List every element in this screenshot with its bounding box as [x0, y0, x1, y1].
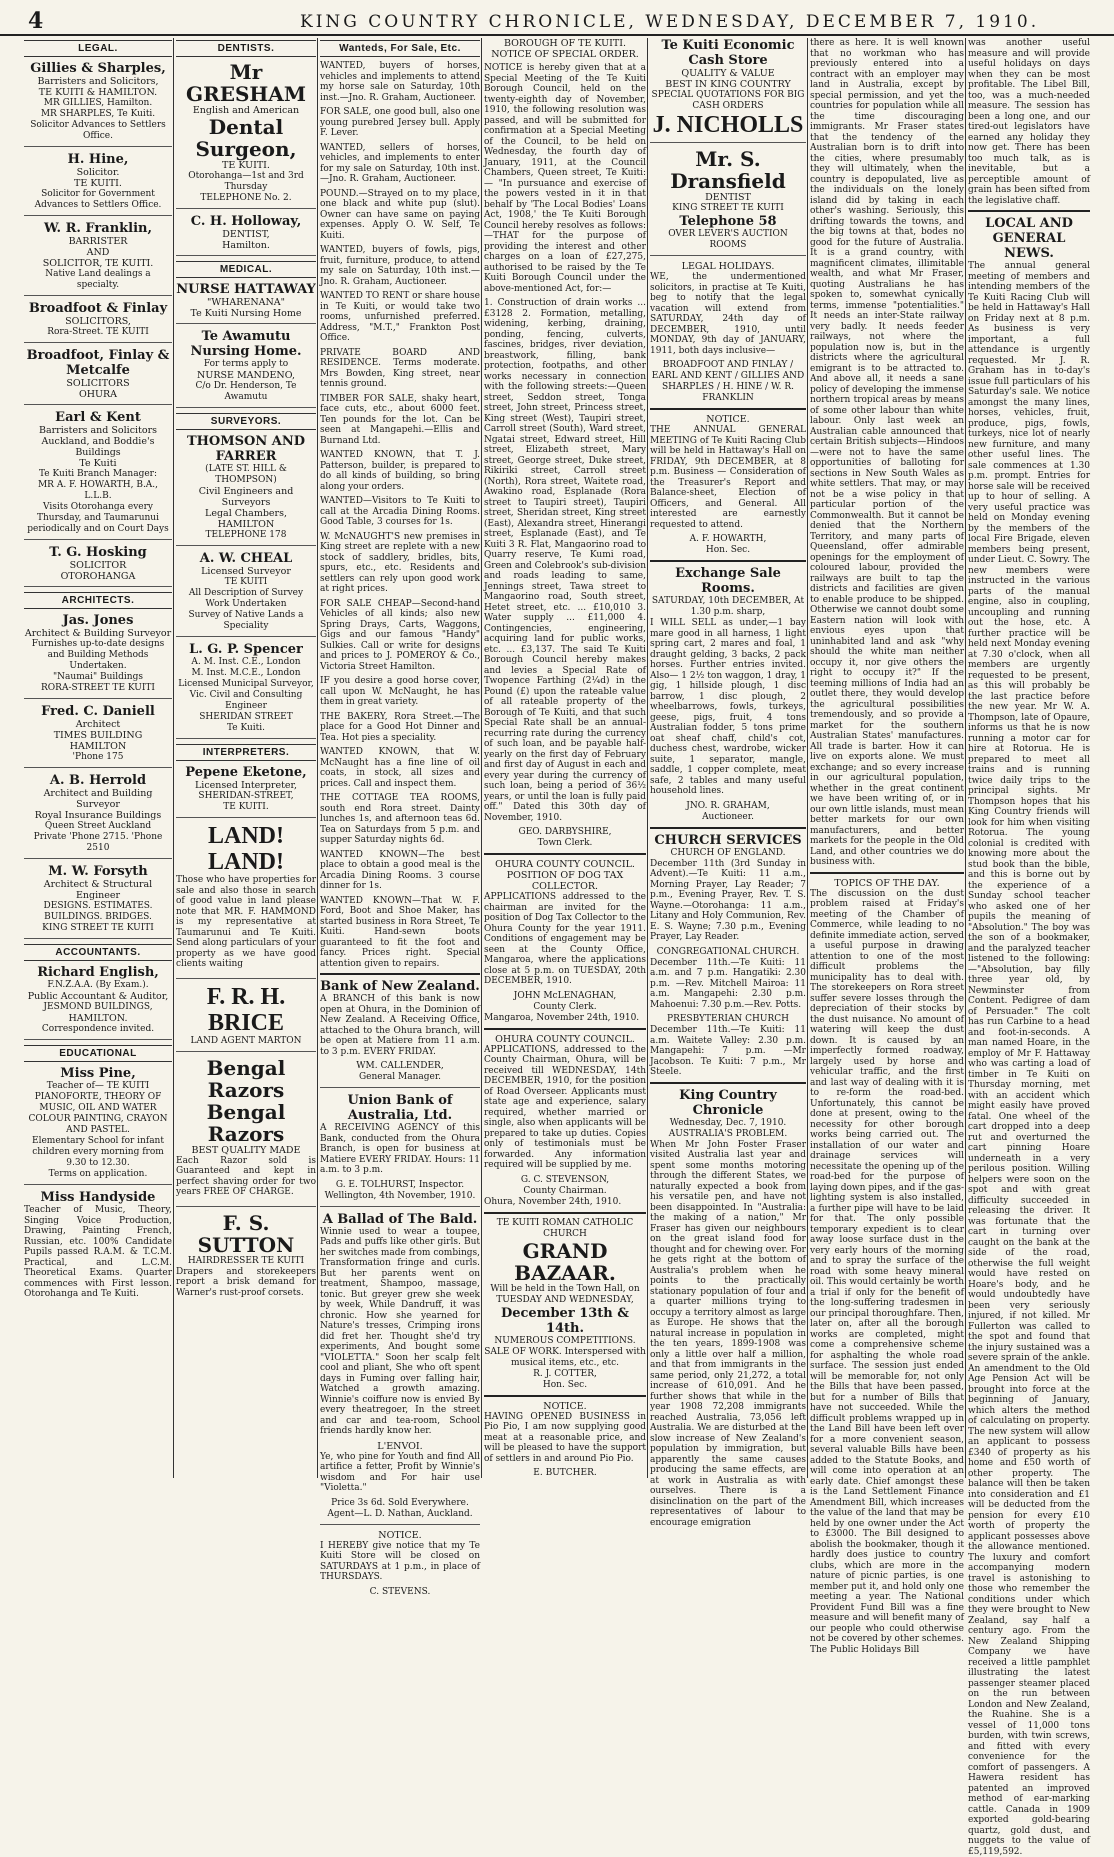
ad-line: SPECIAL QUOTATIONS FOR BIG CASH ORDERS — [651, 90, 805, 111]
ad-line: RORA-STREET TE KUITI — [41, 683, 155, 693]
article-text: The annual general meeting of members and intending members of the Te Kuiti Racing Club will be held in Hattaway's Hall on Friday next at 8 p.m. As business is very important, a full attendance is urgently requested. Mr J. R. Graham has in to-day's issue full particulars of his Saturday's sale. We notice amongst the many lines, horses, vehicles, fruit, produce, pigs, fowls, turkeys, nice lot of nearly new furniture, and many other useful lines. The sale commences at 1.30 p.m. prompt. Entries for horse sale will be received up to hour of selling. A very useful practice was held on Monday evening by the members of the local Fire Brigade, eleven members being present, under Lieut. C. Sowry. The new members were instructed in the various parts of the manual engine, also in coupling, uncoupling and running out the hose, etc. A further practice will be held next Monday evening at 7.30 o'clock, when all members are urgently requested to be present, as this will probably be the last practice before the new year. Mr W. A. Thompson, late of Opaure, informs us that he is now running a motor car for hire at Rotorua. He is prepared to meet all trains and is running twice daily trips to the principal sights. Mr Thompson hopes that his King Country friends will look for him when visiting Rotorua. The young colonial is credited with knowing more about the stud book than the bible, and this is borne out by the experience of a Sunday school teacher who asked one of her pupils the meaning of "Absolution." The boy was the son of a bookmaker, and the paralyzed teacher listened to the following:—"Absolution, bay filly three year old, by Newminster from Content. Pedigree of dam of Persuader." The colt has run Carbine to a head and foot-in-seconds. A man named Hoare, in the employ of Mr F. Hattaway who was carting a load of timber in Te Kuiti on Thursday morning, met with an accident which might easily have proved fatal. One wheel of the cart dropped into a deep rut and overturned the cart pinning Hoare underneath in a very perilous position. Willing helpers were soon on the spot and with great difficulty succeeded in releasing the driver. It was fortunate that the cart in turning over caught on the bank at the side of the road, otherwise the full weight would have rested on Hoare's body, and he would undoubtedly have been very seriously injured, if not killed. Mr Fullerton was called to the spot and found that the injury sustained was a severe sprain of the ankle. An amendment to the Old Age Pension Act will be brought into force at the beginning of January, which alters the method of calculating on property. The new system will allow an applicant to possess £340 of property as his home and £50 worth of other property. The balance will then be taken into consideration and £1 will be deducted from the pension for every £10 worth of property the applicant possesses above the allowance mentioned. The luxury and comfort accompanying modern travel is astonishing to those who remember the conditions under which they were brought to New Zealand, say half a century ago. From the New Zealand Shipping Company we have received a little pamphlet illustrating the latest passenger steamer placed on the run between London and New Zealand, the Ruahine. She is a vessel of 11,000 tons burden, with twin screws, and fitted with every convenience for the comfort of passengers. A Hawera resident has patented an improved method of ear-marking cattle. Canada in 1909 exported gold-bearing quartz, gold dust, and nuggets to the value of £5,119,592. — [968, 261, 1090, 1857]
ad-line: Barristers and Solicitors, — [37, 76, 159, 87]
ad-name: Mr. S. Dransfield — [670, 147, 786, 193]
ad-line: MR GILLIES, Hamilton. — [43, 98, 153, 108]
column-6 — [810, 38, 964, 1655]
ad-line: Te Kuiti. — [226, 723, 266, 733]
notice-signature: E. BUTCHER. — [533, 1468, 597, 1478]
bazaar-heading: GRAND BAZAAR. — [514, 1238, 616, 1285]
surveyors-heading: SURVEYORS. — [176, 413, 316, 430]
divider — [320, 973, 480, 975]
column-rule — [807, 38, 808, 1478]
ad-text: Drapers and storekeepers report a brisk demand for Warner's rust-proof corsets. — [176, 1266, 316, 1298]
classified-ad: WANTED, sellers of horses, vehicles, and implements to enter for my sale on Saturday, 10th inst.—Jno. R. Graham, Auctioneer. — [320, 142, 480, 184]
holidays-heading: LEGAL HOLIDAYS. — [681, 261, 775, 272]
dog-tax-signature-title: County Clerk. — [533, 1001, 597, 1012]
ad-line: SOLICITOR — [69, 560, 127, 571]
ohura-heading: OHURA COUNTY COUNCIL. — [495, 859, 635, 870]
ad-name: Bengal Razors — [206, 1099, 286, 1146]
ad-cheal — [176, 551, 316, 637]
classified-ad: WANTED, buyers of fowls, pigs, fruit, furniture, produce, to attend my sale on Saturday, 10th inst.—Jno. R. Graham, Auctioneer. — [320, 245, 480, 287]
chronicle-date: Wednesday, Dec. 7, 1910. — [669, 1117, 787, 1128]
ad-text: Ye, who pine for Youth and find All artifice a fetter, Profit by Winnie's wisdom and For hair use "Violetta." — [320, 1451, 480, 1493]
ad-line: DENTIST — [705, 192, 751, 203]
ad-line: Architect & Building Surveyor — [24, 628, 172, 639]
ad-name: Mr GRESHAM — [186, 60, 306, 106]
classified-ad: IF you desire a good horse cover, call upon W. McNaught, he has them in great variety. — [320, 676, 480, 707]
ad-line: SOLICITOR, TE KUITI. — [42, 258, 154, 269]
bazaar-dates: December 13th & 14th. — [500, 1305, 630, 1336]
divider — [650, 408, 806, 410]
ad-name: Pepene Eketone, — [185, 765, 307, 780]
article-text: was another useful measure and will provide useful holidays on days when they can be most profitable. The Libel Bill, too, was a much-needed measure. The session has been a long one, and our tired-out legislators have earned any holiday they now get. There has been too much talk, as is inevitable, but a perceptible amount of grain has been sifted from the legislative chaff. — [968, 38, 1090, 206]
ad-line: Architect and Building Surveyor — [43, 788, 153, 810]
ad-line: G. E. TOLHURST, Inspector. — [335, 1179, 465, 1190]
ad-line: Te Kuiti — [79, 458, 117, 469]
news-heading: LOCAL AND GENERAL NEWS. — [985, 216, 1073, 261]
ad-line: English and American — [192, 105, 300, 116]
ad-line: Licensed Surveyor — [201, 566, 291, 577]
ad-line: Legal Chambers, HAMILTON — [205, 508, 287, 530]
ad-line: TIMES BUILDING — [53, 730, 143, 741]
page-number: 4 — [28, 8, 44, 34]
ad-franklin — [24, 221, 172, 296]
ad-line: For terms apply to — [203, 359, 289, 369]
notice-text: THE ANNUAL GENERAL MEETING of Te Kuiti Racing Club will be held in Hattaway's Hall on FRIDAY, 9th DECEMBER, at 8 p.m. Business — Consideration of the Treasurer's Report and Balance-sheet, Election of Officers, and General. All interested are earnestly requested to attend. — [650, 425, 806, 530]
ad-text: I HEREBY give notice that my Te Kuiti Store will be closed on SATURDAYS at 1 p.m., in place of THURSDAYS. — [320, 1540, 480, 1582]
ad-pine — [24, 1066, 172, 1185]
exchange-signature: JNO. R. GRAHAM, — [686, 800, 770, 811]
notice-signature: A. F. HOWARTH, — [689, 534, 767, 544]
ad-line: DESIGNS. ESTIMATES. — [43, 901, 153, 911]
classified-ad: PRIVATE BOARD AND RESIDENCE. Terms moderate. Mrs Bowden, King street, near tennis ground. — [320, 347, 480, 389]
church-england-text: December 11th (3rd Sunday in Advent).—Te Kuiti: 11 a.m., Morning Prayer, Lay Reader; 7 p.m., Evening Prayer, Rev. T. S. Wayne.—Otorohanga: 11 a.m., Litany and Holy Communion, Rev. E. S. Wayne; 7.30 p.m., Evening Prayer, Lay Reader. — [650, 858, 806, 942]
ad-line: BEST IN KING COUNTRY — [665, 79, 791, 90]
ad-thomson-farrer — [176, 434, 316, 546]
ad-line: "WHARENANA" — [206, 297, 286, 308]
classified-ad: WANTED, buyers of horses, vehicles and implements to attend my horse sale on Saturday, 10th inst.—Jno. R. Graham, Auctioneer. — [320, 61, 480, 103]
ad-hosking — [24, 545, 172, 587]
ad-line: Queen Street Auckland — [44, 821, 152, 831]
ad-line: KING STREET TE KUITI — [672, 203, 784, 213]
ad-line: Correspondence invited. — [41, 1024, 155, 1034]
ad-line: Hamilton. — [222, 240, 270, 251]
newspaper-title: KING COUNTRY CHRONICLE, WEDNESDAY, DECEMBER 7, 1910. — [300, 12, 1040, 32]
overseer-signature: G. C. STEVENSON, — [520, 1174, 610, 1185]
ad-english — [24, 965, 172, 1040]
ad-line: C. STEVENS. — [369, 1586, 431, 1597]
bazaar-signature-title: Hon. Sec. — [542, 1379, 588, 1390]
ad-forsyth — [24, 864, 172, 939]
ad-line: General Manager. — [358, 1072, 442, 1082]
divider — [968, 210, 1090, 212]
ad-stevens-notice — [320, 1530, 480, 1602]
ad-holloway — [176, 214, 316, 256]
ad-line: L'ENVOI. — [377, 1440, 423, 1452]
wanteds-heading: Wanteds, For Sale, Etc. — [320, 40, 480, 57]
divider — [650, 1082, 806, 1084]
ad-spencer — [176, 642, 316, 739]
ad-line: Furnishes up-to-date designs and Building Methods — [31, 639, 165, 660]
ad-name: J. NICHOLLS — [652, 112, 804, 138]
ad-name: Te Kuiti Economic Cash Store — [661, 38, 795, 68]
church-congregational: CONGREGATIONAL CHURCH. — [656, 946, 800, 957]
ad-broadfoot-metcalfe — [24, 348, 172, 405]
ad-line: MR SHARPLES, Te Kuiti. — [40, 109, 156, 119]
ad-line: "Naumai" Buildings — [53, 672, 143, 682]
classified-ad: WANTED KNOWN—The best place to obtain a good meal is the Arcadia Dining Rooms. 3 course dinner for 1s. — [320, 849, 480, 891]
ad-line: TELEPHONE No. 2. — [200, 193, 292, 203]
ad-name: L. G. P. Spencer — [189, 642, 303, 657]
church-presbyterian-text: December 11th.—Te Kuiti: 11 a.m. Waitete Valley: 2.30 p.m. Mangapehi: 7 p.m. —Mr Jacobson. Te Kuiti: 7 p.m., Mr Steele. — [650, 1025, 806, 1077]
exchange-date: SATURDAY, 10th DECEMBER, At 1.30 p.m. sharp, — [651, 596, 805, 617]
dog-tax-date: Mangaroa, November 24th, 1910. — [484, 1012, 640, 1023]
divider — [650, 560, 806, 562]
special-order-signature-title: Town Clerk. — [537, 838, 593, 848]
church-heading: CHURCH SERVICES — [654, 832, 802, 848]
article-text: there as here. It is well known that no workman who has previously entered into a contract with an employer may land in Australia, except by special permission, and yet the countries for population while all the time discouraging immigrants. Mr Fraser states that the tendency of the Australian born is to drift into the cities, where presumably they will ultimately, when the country is depopulated, live as the individuals on the lonely island did by taking in each other's washing. Seriously, this drifting towards the towns, and the big towns at that, bodes no good for the future of Australia. It is a grand country, with magnificent climates, illimitable wealth, and what Mr Fraser, quoting Australians he has spoken to, somewhat cynically terms, immense "potentialities." It needs an inter-State railway very badly. It needs feeder railways, not where the population now is, but in the districts where the agricultural emigrant is to be attracted to. And above all, it needs a sane policy of developing the immense northern tropical areas by means of some other labour than white labour. Only last week an Australian cable announced that certain British subjects—Hindoos—were not to have the same opportunities of balloting for sections in New South Wales as white settlers. That may, or may not be a wise policy in that particular portion of the Commonwealth. But it cannot be denied that the Northern Territory, and many parts of Queensland, offer admirable openings for the employment of coloured labour, provided the railways are built to tap the districts and facilities are given to enable produce to be shipped. Otherwise we cannot doubt some Eastern nation will look with envious eyes upon that uninhabited land and ask "why should the white man neither occupy it, nor give others the right to occupy it?" If the teeming millions of India had an outlet there, they would develop the agricultural possibilities tremendously, and so provide a market for the southern Australian States' manufactures. All trade is barter. How it can live on exports alone. We must exchange; and so every increase in our agricultural population, whether in the great continent we have been writing of, or in our own little islands, must mean better markets for our own manufacturers, and better markets for the people in the Old Land, and other countries we do business with. — [810, 38, 964, 867]
exchange-signature-title: Auctioneer. — [702, 811, 754, 822]
ad-line: Licensed Interpreter, — [194, 780, 298, 791]
column-1 — [24, 38, 172, 1478]
divider — [810, 872, 964, 874]
ad-name: F. R. H. BRICE — [206, 983, 286, 1036]
ad-broadfoot — [24, 301, 172, 343]
bazaar-text: Will be held in the Town Hall, on TUESDAY AND WEDNESDAY, — [490, 1283, 640, 1305]
ad-name: NURSE HATTAWAY — [176, 282, 316, 297]
church-congregational-text: December 11th.—Te Kuiti: 11 a.m. and 7 p.m. Hangatiki: 2.30 p.m. —Rev. Mitchell Mairoa: 11 a.m. Mangapehi: 2.30 p.m. Mahoenui: 7.30 p.m.—Rev. Potts. — [650, 957, 806, 1010]
ad-line: Rora-Street. TE KUITI — [47, 327, 149, 337]
ad-line: Telephone 58 — [679, 214, 777, 229]
divider — [650, 827, 806, 829]
ad-name: Earl & Kent — [55, 410, 141, 425]
ad-name: Richard English, — [37, 965, 159, 980]
classified-ad: WANTED—Visitors to Te Kuiti to call at the Arcadia Dining Rooms. Good Table, 3 courses for 1s. — [320, 496, 480, 527]
column-7 — [968, 38, 1090, 1857]
divider — [484, 853, 646, 855]
ad-line: BEST QUALITY MADE — [191, 1144, 301, 1156]
ad-line: HAIRDRESSER TE KUITI — [187, 1255, 305, 1266]
ad-line: DENTIST, — [222, 229, 270, 240]
ad-line: All Description of Survey Work Undertaken — [188, 588, 304, 609]
ad-line: TE KUITI. — [222, 160, 270, 171]
classified-ad: WANTED KNOWN—That W. F. Ford, Boot and Shoe Maker, has started business in Rora Street, Te Kuiti. Hand-sewn boots guaranteed to fit the foot and fancy. Prices right. Special attention given to repairs. — [320, 895, 480, 969]
ad-name: Fred. C. Daniell — [41, 704, 155, 719]
legal-heading: LEGAL. — [24, 40, 172, 57]
overseer-signature-title: County Chairman. — [523, 1185, 607, 1196]
ad-line: Public Accountant & Auditor, — [27, 991, 169, 1002]
exchange-heading: Exchange Sale Rooms. — [675, 566, 781, 596]
ad-line: AND — [86, 247, 110, 258]
chronicle-heading: King Country Chronicle — [679, 1087, 777, 1118]
borough-heading: BOROUGH OF TE KUITI. — [503, 38, 627, 49]
ad-line: OVER LEVER'S AUCTION ROOMS — [668, 229, 788, 250]
ad-awamutu — [176, 329, 316, 408]
notice-signature-title: Hon. Sec. — [705, 545, 751, 555]
ad-line: Native Land dealings a specialty. — [45, 269, 151, 290]
ad-line: 'Phone 175 — [72, 752, 124, 762]
ad-line: Price 3s 6d. Sold Everywhere. Agent—L. D. Nathan, Auckland. — [327, 1497, 473, 1519]
ad-economic-store — [650, 38, 806, 143]
bazaar-text: NUMEROUS COMPETITIONS. SALE OF WORK. Interspersed with musical items, etc., etc. — [484, 1335, 646, 1368]
ad-line: (LATE ST. HILL & THOMPSON) — [205, 464, 287, 485]
column-5 — [650, 38, 806, 1528]
ad-line: JESMOND BUILDINGS, — [43, 1002, 153, 1012]
ad-line: Te Kuiti Nursing Home — [190, 308, 302, 319]
special-order-signature: GEO. DARBYSHIRE, — [518, 827, 612, 837]
ad-dransfield — [650, 148, 806, 256]
classified-ad: THE BAKERY, Rora Street.—The place for a Good Hot Dinner and Tea. Hot pies a speciality. — [320, 711, 480, 743]
classified-ad: THE COTTAGE TEA ROOMS, south end Rora street. Dainty lunches 1s, and afternoon teas 6d. Tea on Saturdays from 5 p.m. and supper Saturday nights 6d. — [320, 793, 480, 845]
notice-heading: NOTICE. — [706, 414, 750, 425]
ad-name: F. S. SUTTON — [197, 1210, 295, 1257]
ad-jones — [24, 613, 172, 699]
ad-line: TE KUITI & HAMILTON. — [38, 87, 158, 98]
interpreters-heading: INTERPRETERS. — [176, 744, 316, 761]
notice-text: HAVING OPENED BUSINESS in Pio Pio, I am now supplying good meat at a reasonable price, and will be pleased to have the support of settlers in and around Pio Pio. — [484, 1411, 646, 1464]
ad-name: A. B. Herrold — [49, 773, 147, 788]
dog-tax-signature: JOHN McLENAGHAN, — [513, 990, 617, 1001]
ad-line: NURSE MANDENO, — [197, 370, 295, 381]
ad-text: A RECEIVING AGENCY of this Bank, conducted from the Ohura Branch, is open for business at Matiere EVERY FRIDAY. Hours: 11 a.m. to 3 p.m. — [320, 1123, 480, 1175]
dog-tax-text: APPLICATIONS addressed to the chairman are invited for the position of Dog Tax Collector to the Ohura County for the year 1911. Conditions of engagement may be seen at the County Office, Mangaroa, where the applications close at 5 p.m. on TUESDAY, 20th DECEMBER, 1910. — [484, 892, 646, 986]
classified-ad: TIMBER FOR SALE, shaky heart, face cuts, etc., about 6000 feet. Ten pounds for the lot. Can be seen at Mangapehi.—Ellis and Burnand Ltd. — [320, 393, 480, 446]
ad-name: Bengal Razors — [206, 1055, 286, 1102]
educational-heading: EDUCATIONAL — [24, 1045, 172, 1062]
divider — [484, 1395, 646, 1397]
classified-ad: WANTED TO RENT or share house in Te Kuiti, or would take two rooms, unfurnished preferred. Address, "M.T.," Frankton Post Office. — [320, 291, 480, 343]
divider — [484, 1212, 646, 1214]
dog-tax-heading: POSITION OF DOG TAX COLLECTOR. — [506, 870, 624, 892]
ad-line: A. M. Inst. C.E., London — [191, 657, 301, 667]
ad-name: Broadfoot, Finlay & Metcalfe — [26, 348, 170, 378]
ad-line: BARRISTER — [68, 236, 128, 247]
ad-line: Solicitor. — [76, 167, 120, 178]
article-heading: AUSTRALIA'S PROBLEM. — [668, 1128, 788, 1139]
ad-line: Te Kuiti Branch Manager: — [39, 469, 157, 479]
ad-line: Dental Surgeon, — [195, 115, 297, 161]
ad-line: Licensed Municipal Surveyor, Vic. Civil and Consulting Engineer — [178, 679, 314, 711]
ad-name: A Ballad of The Bald. — [322, 1211, 478, 1227]
ad-text: A BRANCH of this bank is now open at Ohura, in the Dominion of New Zealand. A Receiving Office, attached to the Ohura branch, will be open at Matiere from 11 a.m. to 3 p.m. EVERY FRIDAY. — [320, 994, 480, 1057]
ad-line: KING STREET TE KUITI — [42, 923, 154, 933]
ad-line: Elementary School for infant children every morning from 9.30 to 12.30. — [32, 1136, 164, 1168]
column-rule — [647, 38, 648, 1478]
ad-line: F.N.Z.A.A. (By Exam.). — [47, 980, 149, 990]
column-rule — [965, 38, 966, 1478]
ad-line: M. Inst. M.C.E., London — [191, 668, 301, 678]
classified-ad: FOR SALE, one good bull, also one young purebred Jersey bull. Apply F. Lever. — [320, 107, 480, 138]
ad-name: Te Awamutu Nursing Home. — [190, 329, 302, 359]
column-rule — [317, 38, 318, 1478]
ad-line: Civil Engineers and Surveyors — [198, 486, 294, 508]
ad-union-bank — [320, 1093, 480, 1207]
ad-line: Royal Insurance Buildings — [34, 810, 162, 821]
ad-name: T. G. Hosking — [49, 545, 147, 560]
ad-line: Barristers and Solicitors — [38, 425, 158, 436]
ad-name: H. Hine, — [67, 152, 129, 167]
ad-line: TELEPHONE 178 — [205, 530, 287, 540]
classified-ad: WANTED KNOWN, that T. J. Patterson, builder, is prepared to do all kinds of building, so bring along your orders. — [320, 450, 480, 492]
ad-line: Wellington, 4th November, 1910. — [324, 1190, 476, 1201]
ad-line: WM. CALLENDER, — [356, 1061, 444, 1071]
ad-ballad — [320, 1212, 480, 1525]
ad-line: MR A. F. HOWARTH, B.A., L.L.B. — [37, 480, 159, 501]
ad-name: W. R. Franklin, — [43, 221, 153, 236]
classified-ad: POUND.—Strayed on to my place, one black and white pup (slut). Owner can have same on paying expenses. Apply O. W. Self, Te Kuiti. — [320, 188, 480, 241]
ad-text: Winnie used to wear a toupee, Pads and puffs like other girls. But her switches made from combings, Transformation fringe and curls. But her parents went on treatment, Shampoo, massage, tonic. But greyer grew she week by week, While Dandruff, it was chronic. How she yearned for Nature's tresses, Crimping irons did fret her. Thought she'd try experiments, And bought some "VIOLETTA." Soon her scalp felt cool and pliant, She who oft spent days in Fuming over falling hair, Watched a growth amazing. Winnie's coiffure now is envied By every theatregoer, In the street and car and tea-room, School friends hardly know her. — [320, 1226, 480, 1436]
ad-line: Solicitor for Government Advances to Settlers Office. — [34, 189, 162, 210]
ad-name: Jas. Jones — [62, 613, 134, 628]
ad-line: QUALITY & VALUE — [681, 68, 775, 79]
ad-line: Teacher of— TE KUITI — [46, 1081, 150, 1091]
ad-gillies — [24, 61, 172, 147]
topics-heading: TOPICS OF THE DAY. — [834, 877, 940, 889]
ad-text: Those who have properties for sale and also those in search of good value in land please note that MR. F. HAMMOND is my representative at Taumarunui and Te Kuiti. Send along particulars of your property as we have good clients waiting — [176, 875, 316, 969]
ad-line: TE KUITI — [224, 577, 268, 587]
church-presbyterian: PRESBYTERIAN CHURCH — [667, 1014, 789, 1024]
ad-line: SHERIDAN-STREET, — [198, 791, 294, 801]
ad-name: Bank of New Zealand. — [320, 979, 480, 994]
ad-herrold — [24, 773, 172, 859]
classified-ad: FOR SALE CHEAP—Second-hand Vehicles of all kinds; also new Spring Drays, Carts, Waggons, Gigs and our famous "Handy" Sulkies. Call or write for designs and prices to J. POMEROY & Co., Victoria Street Hamilton. — [320, 598, 480, 672]
ad-name: A. W. CHEAL — [199, 551, 293, 566]
column-3 — [320, 38, 480, 1597]
special-order-items: 1. Construction of drain works ... £3128 2. Formation, metalling, widening, kerbing, draining, ponding, fencing, culverts, fascines, bridges, river deviation, breastwork, filling, bank protection, footpaths, and other works necessary in connection with the following streets:—Queen street, Seddon street, Tonga street, John street, Princess street, King street (West), Taupiri street, Carroll street (South), Ward street, Ngatai street, Edward street, Hill street, Elizabeth street, Mary street, George street, Duke street, Rikiriki street, Carroll street (North), Rora street, Waitete road, Awakino road, Esplanade (Rora street to Taupiri street), Taupiri street, Sheridan street, King street (East), Alexandra street, Hinerangi street, Esplanade (East), and Te Kuiti 3 R. Flat, Mangaorino road to Quarry reserve, Te Kumi road, Green and Colebrook's sub-division and roads leading to same, Jennings street, Tawa street to Mangaorino road, South street, Hetet street, etc. ... £10,010 3. Water supply ... £11,000 4. Contingencies, engineering, acquiring land for public works, etc. ... £3,137. The said Te Kuiti Borough Council hereby makes and levies a Special Rate of Twopence Farthing (2¼d) in the Pound (£) upon the rateable value of all rateable property of the Borough of Te Kuiti, and that such Special Rate shall be an annual-recurring rate during the currency of such loan, and be payable half-yearly on the first day of February and first day of August in each and every year during the currency of such loan, being a period of 36½ years, or until the loan is fully paid off." Dated this 30th day of November, 1910. — [484, 298, 646, 823]
ad-razors — [176, 1057, 316, 1207]
ad-sutton — [176, 1212, 316, 1307]
ad-bnz — [320, 979, 480, 1088]
divider — [484, 1028, 646, 1030]
ad-name: C. H. Holloway, — [190, 214, 302, 229]
ad-line: Solicitor Advances to Settlers Office. — [30, 120, 166, 141]
exchange-text: I WILL SELL as under,—1 bay mare good in all harness, 1 light spring cart, 2 mares and foal, 1 draught gelding, 3 backs, 2 pack horses. Further entries invited. Also— 1 2½ ton waggon, 1 dray, 1 gig, 1 hillside plough, 1 disc barrow, 1 disc plough, 2 wheelbarrows, fowls, turkeys, geese, pigs, fruit, 4 tons Australian fodder, 5 tons prime oat sheaf chaff, child's cot, duchess chest, wardrobe, wicker suite, 1 separator, mangle, saddle, 1 copper complete, meat safe, 2 tables and many useful household lines. — [650, 618, 806, 796]
column-4 — [484, 38, 646, 1478]
holidays-names: BROADFOOT AND FINLAY / EARL AND KENT / GILLIES AND SHARPLES / H. HINE / W. R. FRANKLIN — [651, 360, 805, 403]
ad-name: Miss Pine, — [60, 1066, 136, 1081]
ad-line: C/o Dr. Henderson, Te Awamutu — [195, 381, 297, 402]
ad-line: HAMILTON — [69, 741, 127, 752]
ad-line: OTOROHANGA — [60, 571, 136, 582]
ad-text: Each Razor sold is Guaranteed and kept in perfect shaving order for two years FREE OF CHARGE. — [176, 1155, 316, 1197]
ad-line: OHURA — [78, 389, 118, 400]
ad-gresham — [176, 61, 316, 209]
column-2 — [176, 38, 316, 1478]
bazaar-signature: R. J. COTTER, — [533, 1368, 597, 1379]
article-text: When Mr John Foster Fraser visited Australia last year and spent some months motoring through the different States, we naturally expected a book from his versatile pen, and have not been disappointed. In "Australia: the making of a nation," Mr Fraser has given our neighbours on the great island food for thought and for chewing over. For he gets right at the bottom of Australia's problem when he points to the practically stationary population of four and a quarter millions trying to occupy a territory almost as large as Europe. He shows that the natural increase in population in the ten years, 1899-1908 was only a little over half a million, and that from immigrants in the same period, only 21,272, a total increase of 610,091. And he further shows that while in the year 1908 72,208 immigrants reached Australia, 73,056 left Australia. We are disturbed at the slow increase of New Zealand's population by immigration, but apparently the same causes producing the same effects, are at work in Australia as with ourselves. There is a disinclination on the part of the representatives of labour to encourage emigration — [650, 1139, 806, 1528]
holidays-text: WE, the undermentioned solicitors, in practise at Te Kuiti, beg to notify that the legal vacation will extend from SATURDAY, 24th day of DECEMBER, 1910, until MONDAY, 9th day of JANUARY, 1911, both days inclusive— — [650, 272, 806, 356]
ad-line: Otorohanga—1st and 3rd Thursday — [188, 171, 304, 192]
ad-daniell — [24, 704, 172, 768]
ad-text: Teacher of Music, Theory, Singing Voice Production, Drawing, Painting French, Russian, etc. 100% Candidate Pupils passed R.A.M. & T.C.M. Practical, and L.C.M. Theoretical Exams. Quarter commences with First lesson. Otorohanga and Te Kuiti. — [24, 1205, 172, 1299]
dentists-heading: DENTISTS. — [176, 40, 316, 57]
ad-line: SHERIDAN STREET — [199, 712, 293, 722]
ad-line: HAMILTON. — [68, 1013, 128, 1024]
ad-earl-kent — [24, 410, 172, 540]
ad-name: Miss Handyside — [40, 1190, 156, 1205]
ad-brice — [176, 984, 316, 1052]
ad-line: LAND AGENT MARTON — [190, 1035, 302, 1046]
ad-line: SOLICITORS — [66, 378, 130, 389]
ad-name: NOTICE. — [378, 1529, 422, 1541]
ad-name: LAND! LAND! — [208, 823, 284, 875]
ad-line: Auckland, and Boddie's Buildings — [41, 436, 155, 458]
accountants-heading: ACCOUNTANTS. — [24, 944, 172, 961]
classified-ad: WANTED KNOWN, that W. McNaught has a fine line of oil coats, in stock, all sizes and prices. Call and inspect them. — [320, 747, 480, 789]
column-rule — [481, 38, 482, 1478]
ad-line: SOLICITORS, — [65, 316, 131, 327]
ad-line: PIANOFORTE, THEORY OF MUSIC, OIL AND WATER COLOUR PAINTING, CRAYON AND PASTEL. — [28, 1092, 168, 1135]
ad-line: Undertaken. — [69, 661, 127, 671]
ad-name: Broadfoot & Finlay — [28, 301, 168, 316]
ad-land — [176, 823, 316, 979]
ohura-heading: OHURA COUNTY COUNCIL. — [495, 1033, 635, 1045]
masthead — [0, 6, 1114, 36]
ad-line: Private 'Phone 2715. 'Phone 2510 — [33, 832, 163, 853]
bazaar-pre: TE KUITI ROMAN CATHOLIC CHURCH — [496, 1217, 634, 1239]
ad-line: BUILDINGS. BRIDGES. — [44, 912, 152, 922]
ad-line: Survey of Native Lands a Speciality — [188, 610, 304, 631]
architects-heading: ARCHITECTS. — [24, 592, 172, 609]
ad-line: Visits Otorohanga every Thursday, and Taumarunui periodically and on Court Days — [27, 502, 169, 534]
ad-name: THOMSON AND FARRER — [186, 434, 306, 464]
ad-name: Gillies & Sharples, — [30, 61, 166, 76]
medical-heading: MEDICAL. — [176, 261, 316, 278]
classified-ad: W. McNAUGHT'S new premises in King street are replete with a new stock of saddlery, bridles, bits, spurs, etc., etc. Residents and settlers can rely upon good work at right prices. — [320, 531, 480, 594]
ad-line: TE KUITI. — [74, 178, 122, 189]
special-order-heading: NOTICE OF SPECIAL ORDER. — [491, 49, 639, 60]
overseer-text: APPLICATIONS, addressed to the County Chairman, Ohura, will be received till WEDNESDAY, 14th DECEMBER, 1910, for the position of Road Overseer. Applicants must state age and experience, salary required, whether married or single, also when applicants will be prepared to take up duties. Copies only of testimonials must be forwarded. Any information required will be supplied by me. — [484, 1044, 646, 1170]
ad-hattaway — [176, 282, 316, 324]
church-england: CHURCH OF ENGLAND. — [670, 847, 786, 858]
ad-line: TE KUITI. — [223, 802, 269, 812]
notice-heading: NOTICE. — [543, 1400, 587, 1412]
ad-handyside — [24, 1190, 172, 1308]
ad-eketone — [176, 765, 316, 818]
ad-line: Architect & Structural Engineer — [43, 879, 153, 901]
ad-hine — [24, 152, 172, 216]
special-order-text: NOTICE is hereby given that at a Special Meeting of the Te Kuiti Borough Council, held on the twenty-eighth day of November, 1910, the following resolution was passed, and will be submitted for confirmation at a Special Meeting of the Council, to be held on Wednesday, the fourth day of January, 1911, at the Council Chambers, Queen street, Te Kuiti:— "In pursuance and exercise of the powers vested in it in that behalf by 'The Local Bodies' Loans Act, 1908,' the Te Kuiti Borough Council hereby resolves as follows:—THAT for the purpose of providing the interest and other charges on a loan of £27,275, authorised to be raised by the Te Kuiti Borough Council under the above-mentioned Act, for:— — [484, 63, 646, 294]
column-rule — [173, 38, 174, 1478]
article-text: The discussion on the dust problem raised at Friday's meeting of the Chamber of Commerce, while leading to no definite immediate action, served a useful purpose in drawing attention to one of the most difficult problems the municipality has to deal with. The storekeepers on Rora street suffer severe losses through the depreciation of their stocks by the dust nuisance. No amount of watering will keep the dust down. It is caused by an imperfectly formed roadway, largely used by horse and vehicular traffic, and the first and last way of dealing with it is to re-form the road-bed. Unfortunately, this cannot be done at present, owing to the necessity for other borough works being carried out. The installation of our water and drainage services will necessitate the opening up of the road-bed for the purpose of laying down pipes, and if the gas-lighting system is also installed, a further pipe will have to be laid for that. The only possible temporary expedient is to clear away loose surface dust in the very early hours of the morning and to spray the surface of the road with some heavy mineral oil. This would certainly be worth a trial if only for the benefit of the long-suffering tradesmen in our principal thoroughfare. Then, later on, after all the borough works are completed, might come a comprehensive scheme for asphalting the whole road surface. The session just ended will be memorable for, not only the Bills that have been passed, but for a number of Bills that have not succeeded. While the difficult problems wrapped up in the Land Bill have been left over for a more convenient season, several valuable Bills have been added to the Statute Books, and will come into operation at an early date. Chief amongst these is the Land Settlement Finance Amendment Bill, which increases the value of the land that may be held by one owner under the Act to £3000. The Bill designed to abolish the bookmaker, though it hardly does justice to country clubs, which are more in the nature of picnic parties, is one member put it, and hold only one meeting a year. The National Provident Fund Bill was a fine measure and will benefit many of our people who could otherwise not be covered by other schemes. The Public Holidays Bill — [810, 888, 964, 1655]
ad-name: Union Bank of Australia, Ltd. — [347, 1093, 453, 1123]
overseer-date: Ohura, November 24th, 1910. — [484, 1196, 622, 1207]
ad-line: Terms on application. — [48, 1169, 148, 1179]
ad-name: M. W. Forsyth — [48, 864, 148, 879]
ad-line: Architect — [75, 719, 121, 730]
